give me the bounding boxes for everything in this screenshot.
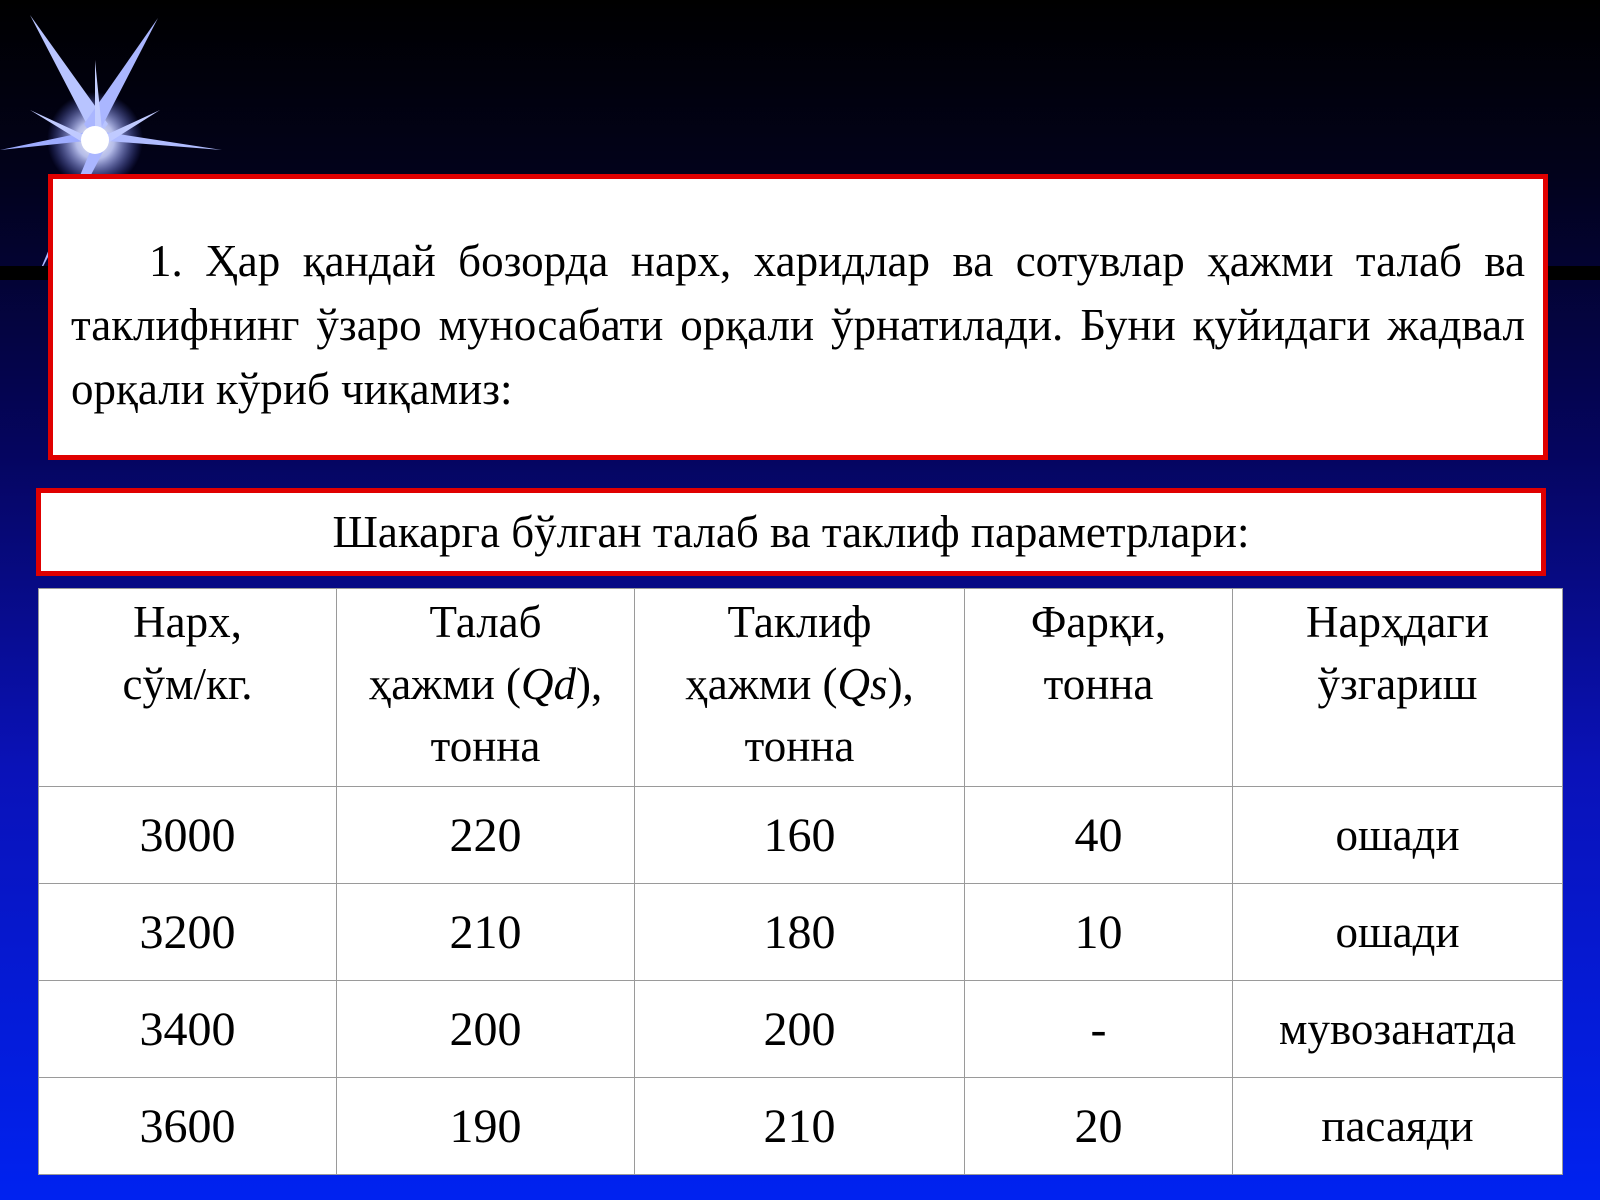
right-divider-line — [1540, 266, 1600, 280]
header-demand: Талаб ҳажми (Qd), тонна — [337, 589, 635, 787]
cell-demand: 190 — [337, 1078, 635, 1175]
cell-difference: - — [965, 981, 1233, 1078]
table-row — [39, 981, 1563, 1078]
table-title-box — [36, 488, 1546, 576]
cell-supply: 160 — [635, 787, 965, 884]
cell-supply: 200 — [635, 981, 965, 1078]
intro-text: 1. Ҳар қандай бозорда нарх, харидлар ва сотувлар ҳажми талаб ва таклифнинг ўзаро муносабати орқали ўрнатилади. Буни қуйидаги жадвал орқали кўриб чиқамиз: — [71, 236, 1525, 414]
table-row — [39, 787, 1563, 884]
table-title: Шакарга бўлган талаб ва таклиф параметрлари: — [332, 507, 1250, 557]
cell-demand: 220 — [337, 787, 635, 884]
cell-demand: 200 — [337, 981, 635, 1078]
data-table — [38, 588, 1563, 1175]
header-difference: Фарқи, тонна — [965, 589, 1233, 787]
cell-price: 3400 — [39, 981, 337, 1078]
cell-supply: 180 — [635, 884, 965, 981]
cell-difference: 10 — [965, 884, 1233, 981]
cell-price: 3600 — [39, 1078, 337, 1175]
header-supply: Таклиф ҳажми (Qs), тонна — [635, 589, 965, 787]
cell-price: 3000 — [39, 787, 337, 884]
intro-box — [48, 174, 1548, 460]
cell-price: 3200 — [39, 884, 337, 981]
header-price: Нарх, сўм/кг. — [39, 589, 337, 787]
cell-demand: 210 — [337, 884, 635, 981]
header-price-change: Нарҳдаги ўзгариш — [1233, 589, 1563, 787]
cell-supply: 210 — [635, 1078, 965, 1175]
table-row — [39, 1078, 1563, 1175]
cell-price-change: пасаяди — [1233, 1078, 1563, 1175]
cell-difference: 20 — [965, 1078, 1233, 1175]
cell-difference: 40 — [965, 787, 1233, 884]
cell-price-change: ошади — [1233, 787, 1563, 884]
table-row — [39, 884, 1563, 981]
cell-price-change: ошади — [1233, 884, 1563, 981]
cell-price-change: мувозанатда — [1233, 981, 1563, 1078]
table-header-row — [39, 589, 1563, 787]
